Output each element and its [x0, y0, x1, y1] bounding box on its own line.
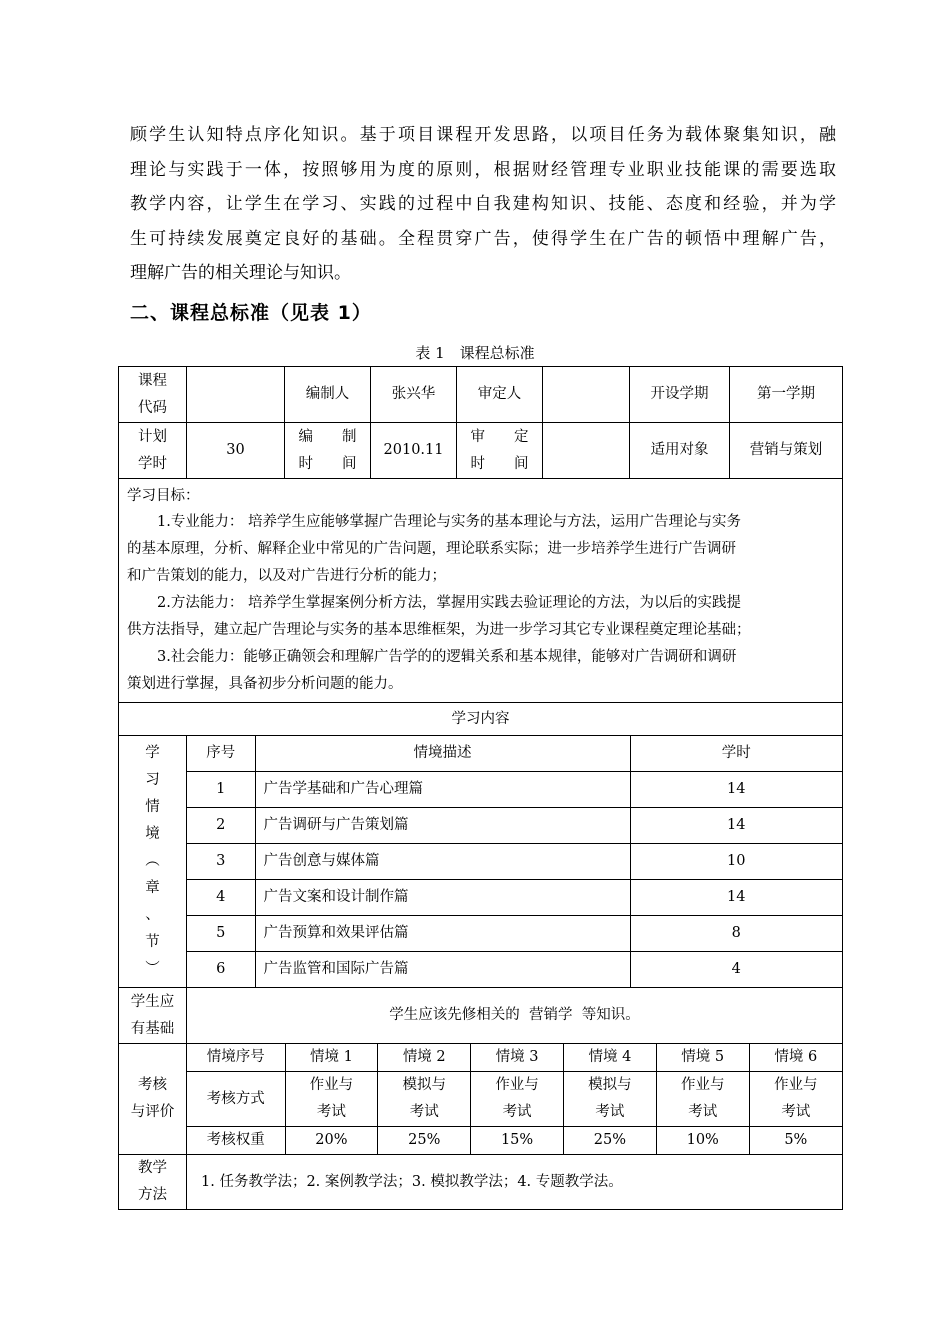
review-time-value	[543, 423, 630, 479]
intro-line: 教学内容，让学生在学习、实践的过程中自我建构知识、技能、态度和经验，并为学	[130, 194, 836, 215]
row-label: 考核权重	[187, 1127, 285, 1155]
method-cell: 模拟与 考试	[378, 1072, 471, 1127]
term-label: 开设学期	[630, 367, 730, 423]
objectives-row	[119, 479, 843, 703]
row-desc: 广告监管和国际广告篇	[255, 952, 630, 988]
term-value: 第一学期	[730, 367, 843, 423]
objective-line: 1.专业能力： 培养学生应能够掌握广告理论与实务的基本理论与方法，运用广告理论与实务	[157, 514, 741, 530]
situation-name: 情境 2	[378, 1044, 471, 1072]
edit-time-value: 2010.11	[371, 423, 457, 479]
situation-name: 情境 4	[563, 1044, 656, 1072]
intro-line: 理解广告的相关理论与知识。	[130, 263, 351, 284]
method-cell: 作业与 考试	[656, 1072, 749, 1127]
method-cell: 作业与 考试	[285, 1072, 378, 1127]
edit-time-label: 编 制 时 间	[285, 423, 371, 479]
situations-table-cell	[187, 736, 843, 988]
method-cell: 模拟与 考试	[563, 1072, 656, 1127]
row-hours: 14	[630, 772, 842, 808]
course-standard-table	[118, 366, 843, 1210]
weight-value: 25%	[563, 1127, 656, 1155]
row-hours: 14	[630, 808, 842, 844]
col-header-no: 序号	[187, 736, 255, 772]
row-hours: 4	[630, 952, 842, 988]
intro-line: 理论与实践于一体，按照够用为度的原则，根据财经管理专业职业技能课的需要选取	[130, 159, 836, 180]
methods-text: 1. 任务教学法；2. 案例教学法；3. 模拟教学法；4. 专题教学法。	[187, 1155, 843, 1210]
objectives-title: 学习目标：	[127, 488, 200, 504]
row-hours: 10	[630, 844, 842, 880]
assessment-methods-row	[187, 1072, 842, 1127]
objective-line: 3.社会能力：能够正确领会和理解广告学的的逻辑关系和基本规律，能够对广告调研和调研	[157, 649, 737, 665]
intro-paragraph	[130, 118, 836, 291]
objective-line: 2.方法能力： 培养学生掌握案例分析方法，掌握用实践去验证理论的方法，为以后的实践提	[157, 595, 741, 611]
objective-line: 和广告策划的能力，以及对广告进行分析的能力；	[127, 568, 446, 584]
row-desc: 广告预算和效果评估篇	[255, 916, 630, 952]
audience-value: 营销与策划	[730, 423, 843, 479]
audience-label: 适用对象	[630, 423, 730, 479]
objectives-cell	[119, 479, 843, 703]
weight-value: 15%	[471, 1127, 564, 1155]
situation-name: 情境 3	[471, 1044, 564, 1072]
prereq-text: 学生应该先修相关的 营销学 等知识。	[187, 988, 843, 1044]
table-row	[187, 952, 842, 988]
objective-line: 策划进行掌握，具备初步分析问题的能力。	[127, 676, 403, 692]
row-desc: 广告创意与媒体篇	[255, 844, 630, 880]
row-no: 3	[187, 844, 255, 880]
situations-table	[187, 736, 842, 987]
table-row	[187, 844, 842, 880]
weight-value: 10%	[656, 1127, 749, 1155]
editor-value: 张兴华	[371, 367, 457, 423]
row-label: 考核方式	[187, 1072, 285, 1127]
method-cell: 作业与 考试	[749, 1072, 842, 1127]
row-hours: 8	[630, 916, 842, 952]
situation-name: 情境 5	[656, 1044, 749, 1072]
row-no: 5	[187, 916, 255, 952]
content-title-row	[119, 703, 843, 736]
method-cell: 作业与 考试	[471, 1072, 564, 1127]
col-header-desc: 情境描述	[255, 736, 630, 772]
row-desc: 广告文案和设计制作篇	[255, 880, 630, 916]
situation-name: 情境 6	[749, 1044, 842, 1072]
situations-header-row	[187, 736, 842, 772]
prereq-label: 学生应 有基础	[119, 988, 187, 1044]
header-row-1	[119, 367, 843, 423]
header-row-2	[119, 423, 843, 479]
course-code-value	[187, 367, 285, 423]
situations-side-label: 学 习 情 境 ︵ 章 、 节 ︶	[119, 736, 187, 988]
weight-value: 5%	[749, 1127, 842, 1155]
planned-hours-label: 计划 学时	[119, 423, 187, 479]
assessment-names-row	[187, 1044, 842, 1072]
table-row	[187, 808, 842, 844]
row-desc: 广告学基础和广告心理篇	[255, 772, 630, 808]
situation-name: 情境 1	[285, 1044, 378, 1072]
reviewer-value	[543, 367, 630, 423]
weight-value: 20%	[285, 1127, 378, 1155]
assessment-label: 考核 与评价	[119, 1044, 187, 1155]
assessment-row	[119, 1044, 843, 1155]
table-caption: 表 1 课程总标准	[415, 344, 535, 362]
methods-row	[119, 1155, 843, 1210]
section-heading: 二、课程总标准（见表 1）	[130, 302, 372, 324]
objective-line: 供方法指导，建立起广告理论与实务的基本思维框架，为进一步学习其它专业课程奠定理论基础；	[127, 622, 751, 638]
prereq-row	[119, 988, 843, 1044]
assessment-weights-row	[187, 1127, 842, 1155]
row-no: 4	[187, 880, 255, 916]
col-header-hours: 学时	[630, 736, 842, 772]
intro-line: 生可持续发展奠定良好的基础。全程贯穿广告，使得学生在广告的顿悟中理解广告，	[130, 228, 836, 249]
planned-hours-value: 30	[187, 423, 285, 479]
objective-line: 的基本原理，分析、解释企业中常见的广告问题，理论联系实际；进一步培养学生进行广告调研	[127, 541, 736, 557]
assessment-table-cell	[187, 1044, 843, 1155]
methods-label: 教学 方法	[119, 1155, 187, 1210]
row-hours: 14	[630, 880, 842, 916]
weight-value: 25%	[378, 1127, 471, 1155]
assessment-table	[187, 1044, 842, 1154]
row-desc: 广告调研与广告策划篇	[255, 808, 630, 844]
table-row	[187, 772, 842, 808]
row-no: 6	[187, 952, 255, 988]
editor-label: 编制人	[285, 367, 371, 423]
situations-row	[119, 736, 843, 988]
course-code-label: 课程 代码	[119, 367, 187, 423]
row-no: 2	[187, 808, 255, 844]
row-label: 情境序号	[187, 1044, 285, 1072]
table-row	[187, 916, 842, 952]
review-time-label: 审 定 时 间	[457, 423, 543, 479]
reviewer-label: 审定人	[457, 367, 543, 423]
intro-line: 顾学生认知特点序化知识。基于项目课程开发思路，以项目任务为载体聚集知识，融	[130, 125, 836, 145]
row-no: 1	[187, 772, 255, 808]
content-title: 学习内容	[119, 703, 843, 736]
table-row	[187, 880, 842, 916]
